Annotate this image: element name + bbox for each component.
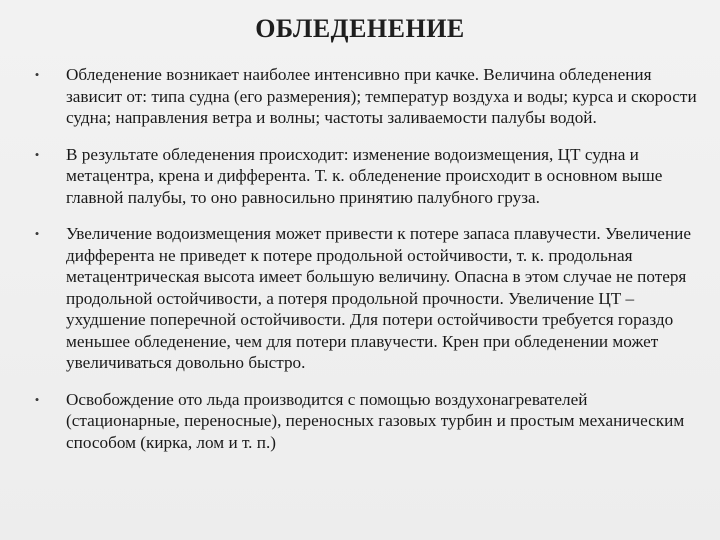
bullet-item-4	[30, 389, 700, 454]
bullet-item-2	[30, 144, 700, 209]
bullet-dot-icon: •	[34, 146, 40, 162]
bullet-item-3	[30, 223, 700, 374]
bullet-text-4: Освобождение ото льда производится с помощью воздухонагревателей (стационарные, переносные), переносных газовых турбин и простым механическим способом (кирка, лом и т. п.)	[66, 389, 685, 452]
bullet-item-1	[30, 64, 700, 129]
bullet-dot-icon: •	[34, 67, 40, 82]
bullet-dot-icon: •	[34, 226, 40, 241]
bullet-text-2: В результате обледенения происходит: изменение водоизмещения, ЦТ судна и метацентра, крена и дифферента. Т. к. обледенение происходит в основном выше главной палубы, то оно равносильно принятию палубного груза.	[66, 144, 663, 207]
bullet-dot-icon: •	[34, 391, 40, 407]
slide-title: ОБЛЕДЕНЕНИЕ	[255, 14, 465, 43]
bullet-text-1: Обледенение возникает наиболее интенсивно при качке. Величина обледенения зависит от: типа судна (его размерения); температур воздуха и воды; курса и скорости судна; направления ветра и волны; частоты заливаемости палубы водой.	[66, 65, 697, 127]
bullet-list	[30, 64, 700, 468]
bullet-text-3: Увеличение водоизмещения может привести к потере запаса плавучести. Увеличение дифферента не приведет к потере продольной остойчивости, т. к. продольная метацентрическая высота имеет большую величину. Опасна в этом случае не потеря продольной остойчивости, а потеря продольной прочности. Увеличение ЦТ – ухудшение поперечной остойчивости. Для потери остойчивости требуется гораздо меньшее обледенение, чем для потери плавучести. Крен при обледенении может увеличиваться довольно быстро.	[66, 224, 691, 372]
